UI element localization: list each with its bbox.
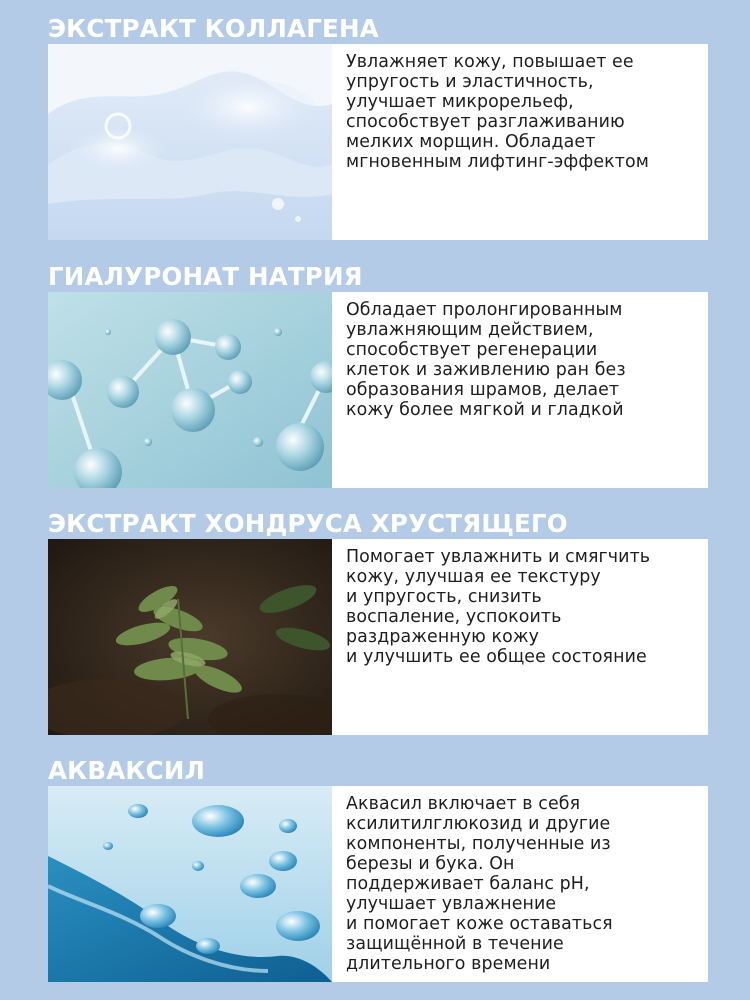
section-description: Увлажняет кожу, повышает ее упругость и эластичность, улучшает микрорельеф, способствует разглаживанию мелких морщин. Обладает мгновенным лифтинг-эффектом — [346, 52, 649, 172]
ingredient-card — [48, 44, 708, 240]
water-splash-photo — [48, 786, 332, 982]
section-title: ГИАЛУРОНАТ НАТРИЯ — [48, 262, 363, 291]
ingredient-card — [48, 539, 708, 735]
section-title: ЭКСТРАКТ КОЛЛАГЕНА — [48, 14, 379, 43]
section-description: Обладает пролонгированным увлажняющим действием, способствует регенерации клеток и заживлению ран без образования шрамов, делает кожу более мягкой и гладкой — [346, 300, 626, 420]
fern-plant-photo — [48, 539, 332, 735]
section-description: Помогает увлажнить и смягчить кожу, улучшая ее текстуру и упругость, снизить воспаление, успокоить раздраженную кожу и улучшить ее общее состояние — [346, 547, 651, 667]
section-title: АКВАКСИЛ — [48, 756, 206, 785]
ingredient-card — [48, 292, 708, 488]
molecule-bubbles-photo — [48, 292, 332, 488]
collagen-gel-photo — [48, 44, 332, 240]
section-title: ЭКСТРАКТ ХОНДРУСА ХРУСТЯЩЕГО — [48, 509, 568, 538]
section-description: Аквасил включает в себя ксилитилглюкозид и другие компоненты, полученные из березы и бука. Он поддерживает баланс pH, улучшает увлажнение и помогает коже оставаться защищённой в течение длительного времени — [346, 794, 613, 974]
ingredient-card — [48, 786, 708, 982]
